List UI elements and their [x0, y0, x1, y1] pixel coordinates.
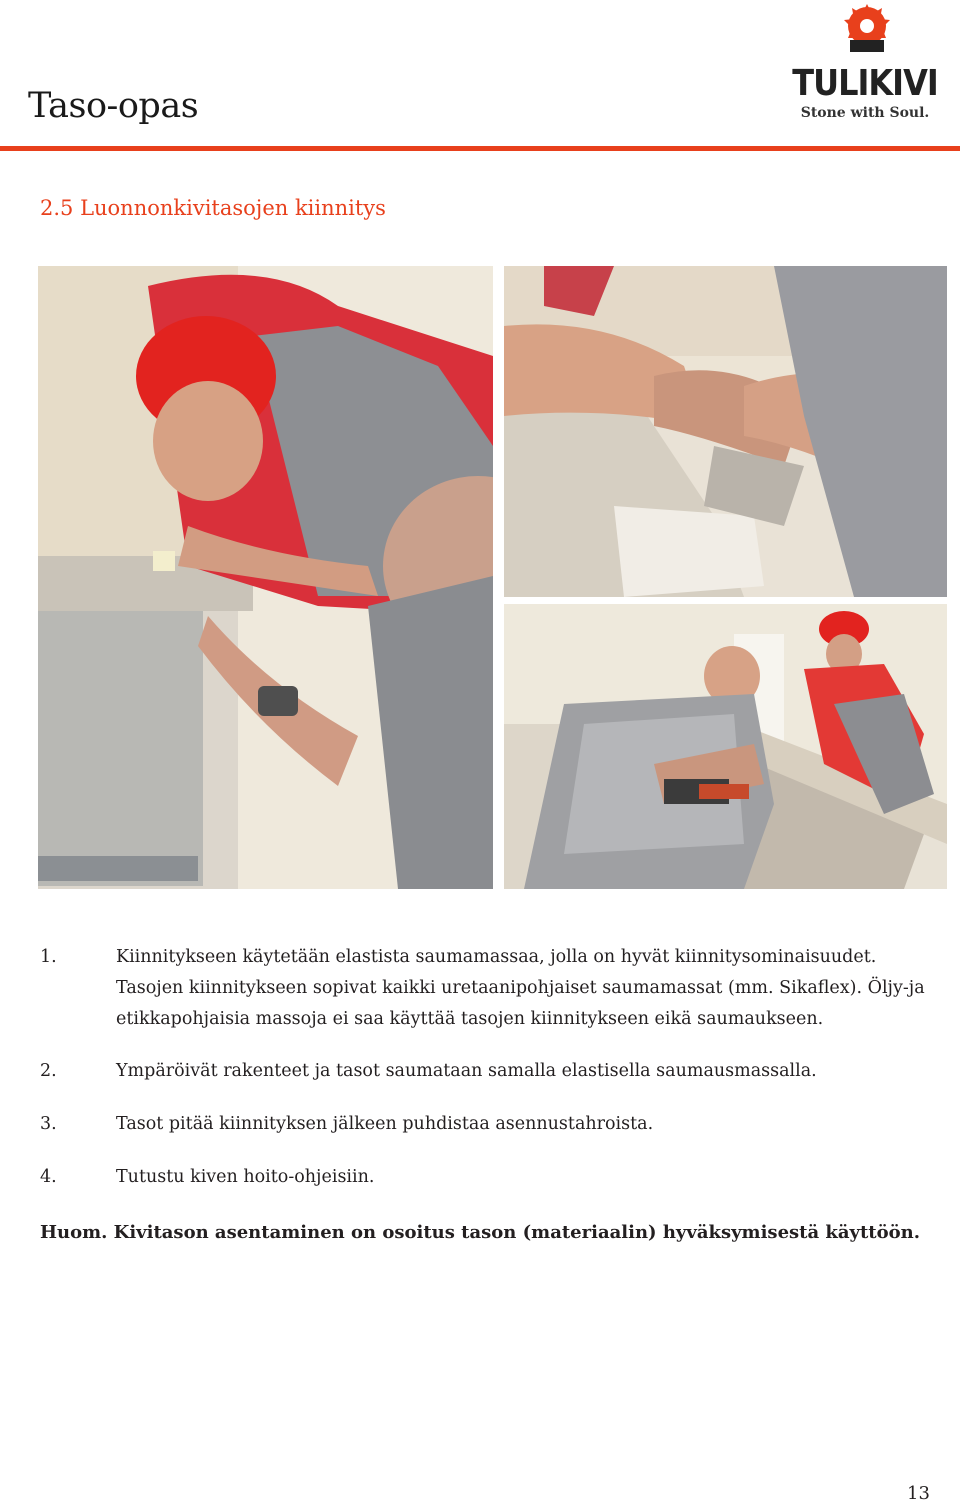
step-number: 3. — [40, 1114, 57, 1134]
step-text: Ympäröivät rakenteet ja tasot saumataan samalla elastisella saumausmassalla. — [116, 1061, 817, 1081]
logo-tagline: Stone with Soul. — [800, 105, 930, 121]
section-heading: 2.5 Luonnonkivitasojen kiinnitys — [40, 196, 386, 220]
step-number: 4. — [40, 1167, 57, 1187]
instruction-list — [40, 942, 940, 1215]
page-number: 13 — [907, 1483, 930, 1504]
tulikivi-logo — [790, 2, 940, 124]
logo-wordmark: TULIKIVI — [792, 62, 938, 104]
step-text: Tutustu kiven hoito-ohjeisiin. — [116, 1167, 375, 1187]
photo-sealant-closeup — [504, 266, 947, 597]
note-text: Huom. Kivitason asentaminen on osoitus tason (materiaalin) hyväksymisestä käyttöön. — [40, 1222, 920, 1243]
list-item — [40, 942, 940, 1035]
step-text: Kiinnitykseen käytetään elastista saumamassaa, jolla on hyvät kiinnitysominaisuudet. Tasojen kiinnitykseen sopivat kaikki uretaanipohjaiset saumamassat (mm. Sikaflex). Öljy-ja etikkapohjaisia massoja ei saa käyttää tasojen kiinnitykseen eikä saumaukseen. — [116, 947, 925, 1029]
document-title: Taso-opas — [28, 86, 199, 126]
step-number: 1. — [40, 947, 57, 967]
list-item — [40, 1162, 940, 1193]
header-rule — [0, 146, 960, 151]
flame-icon — [790, 2, 940, 62]
step-text: Tasot pitää kiinnityksen jälkeen puhdistaa asennustahroista. — [116, 1114, 654, 1134]
photo-caulk-gun-sealing — [504, 604, 947, 889]
photo-workers-gluing — [38, 266, 493, 889]
step-number: 2. — [40, 1061, 57, 1081]
list-item — [40, 1109, 940, 1140]
list-item — [40, 1056, 940, 1087]
